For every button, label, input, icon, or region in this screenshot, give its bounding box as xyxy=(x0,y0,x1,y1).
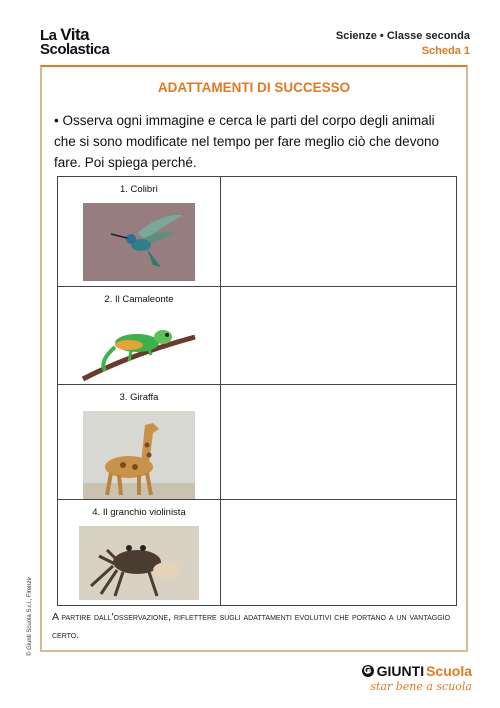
answer-cell[interactable] xyxy=(221,287,457,385)
logo-vita: Vita xyxy=(60,25,90,44)
brand-tagline: star bene a scuola xyxy=(370,680,472,693)
answer-cell[interactable] xyxy=(221,500,457,606)
answer-cell[interactable] xyxy=(221,177,457,287)
subject-label: Scienze • Classe seconda xyxy=(335,30,470,42)
header-info xyxy=(336,29,470,59)
table-row xyxy=(58,385,457,500)
copyright-text: © Giunti Scuola S.r.l., Firenze xyxy=(27,577,33,656)
brand-giunti: GIUNTI xyxy=(376,663,425,679)
brand-scuola: Scuola xyxy=(426,663,472,679)
table-row xyxy=(58,177,457,287)
answer-cell[interactable] xyxy=(221,385,457,500)
giunti-logo xyxy=(361,663,472,693)
row-caption: 2. Il Camaleonte xyxy=(104,294,174,305)
image-cell xyxy=(58,500,221,606)
image-cell xyxy=(58,177,221,287)
fiddler-crab-image xyxy=(79,526,199,600)
logo-la: La xyxy=(40,27,61,44)
magazine-logo xyxy=(40,25,110,58)
table-row xyxy=(58,500,457,606)
exercise-table xyxy=(57,176,457,606)
instruction-text: • Osserva ogni immagine e cerca le parti del corpo degli animali che si sono modificate nel tempo per fare meglio ciò che devono fare. Poi spiega perché. xyxy=(54,113,439,170)
row-caption: 4. Il granchio violinista xyxy=(92,507,186,518)
giraffe-image xyxy=(83,411,195,499)
logo-scolastica: Scolastica xyxy=(40,41,110,58)
giunti-g-icon xyxy=(361,664,375,678)
chameleon-image xyxy=(79,313,199,383)
page-title: ADATTAMENTI DI SUCCESSO xyxy=(157,80,351,95)
table-row xyxy=(58,287,457,385)
image-cell xyxy=(58,287,221,385)
row-caption: 3. Giraffa xyxy=(119,392,159,403)
row-caption: 1. Colibrì xyxy=(119,184,158,195)
image-cell xyxy=(58,385,221,500)
footer-note: A partire dall'osservazione, riflettere sugli adattamenti evolutivi che portano a un vantaggio certo. xyxy=(52,611,451,641)
sheet-label: Scheda 1 xyxy=(421,45,470,57)
hummingbird-image xyxy=(83,203,195,281)
